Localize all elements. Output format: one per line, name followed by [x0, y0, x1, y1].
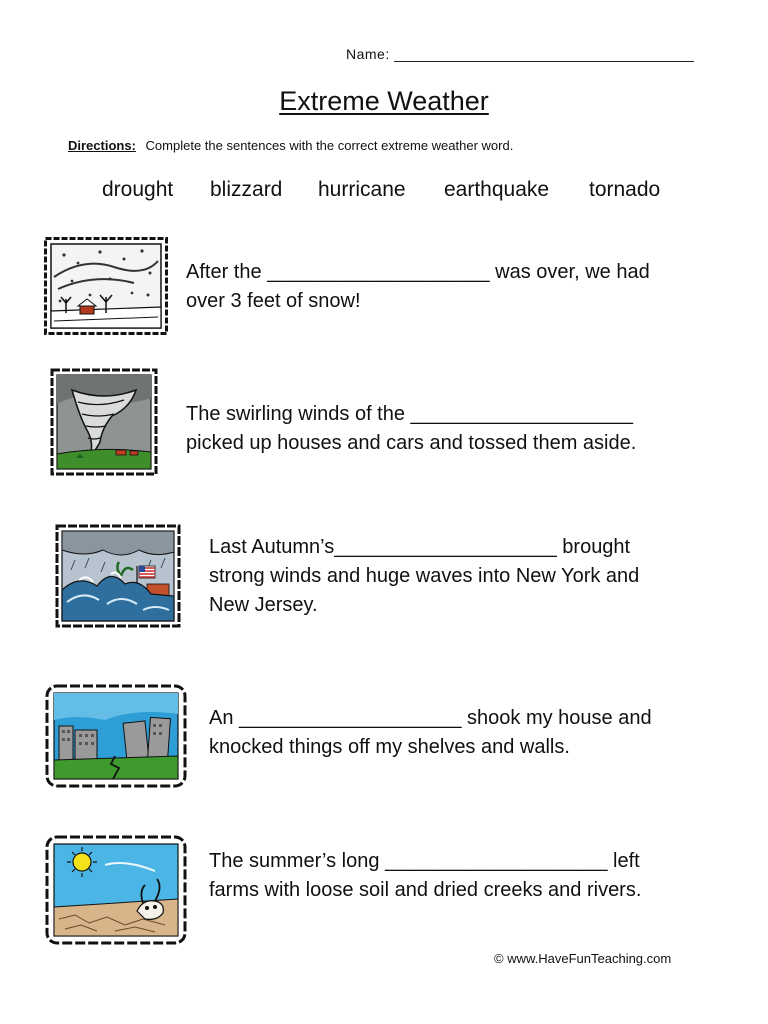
name-field: [346, 46, 694, 62]
word-bank-item: tornado: [589, 178, 661, 201]
drought-icon: [45, 835, 187, 945]
word-bank-item: earthquake: [444, 178, 550, 201]
copyright-footer: © www.HaveFunTeaching.com: [494, 951, 672, 966]
question-text-line: over 3 feet of snow!: [186, 290, 361, 312]
earthquake-icon: [45, 684, 187, 788]
question-4: [209, 704, 652, 762]
question-text-line: An ____________________ shook my house and: [209, 707, 652, 729]
word-bank-item: blizzard: [210, 178, 283, 201]
directions-text: Complete the sentences with the correct extreme weather word.: [145, 138, 514, 153]
directions: [68, 138, 513, 153]
name-blank-line[interactable]: [394, 47, 694, 62]
name-label: Name:: [346, 46, 390, 62]
page-title-text: Extreme Weather: [279, 86, 489, 116]
word-bank-item: hurricane: [318, 178, 406, 201]
blizzard-picture: [44, 237, 168, 335]
question-text-line: knocked things off my shelves and walls.: [209, 736, 570, 758]
page-title: [0, 86, 768, 117]
question-text-line: picked up houses and cars and tossed them aside.: [186, 432, 637, 454]
tornado-picture: [50, 368, 158, 476]
directions-label: Directions:: [68, 138, 136, 153]
blizzard-icon: [44, 237, 168, 335]
question-text-line: New Jersey.: [209, 594, 318, 616]
question-text-line: The summer’s long ____________________ left: [209, 850, 640, 872]
question-text-line: After the ____________________ was over, we had: [186, 261, 650, 283]
tornado-icon: [50, 368, 158, 476]
question-3: [209, 533, 639, 620]
drought-picture: [45, 835, 187, 945]
word-bank-item: drought: [102, 178, 174, 201]
hurricane-picture: [55, 524, 181, 628]
question-text-line: Last Autumn’s____________________ brought: [209, 536, 631, 558]
question-text-line: farms with loose soil and dried creeks and rivers.: [209, 879, 642, 901]
question-5: [209, 847, 641, 905]
question-1: [186, 258, 650, 316]
question-2: [186, 400, 636, 458]
earthquake-picture: [45, 684, 187, 788]
hurricane-icon: [55, 524, 181, 628]
question-text-line: strong winds and huge waves into New York and: [209, 565, 640, 587]
question-text-line: The swirling winds of the ____________________: [186, 403, 634, 425]
